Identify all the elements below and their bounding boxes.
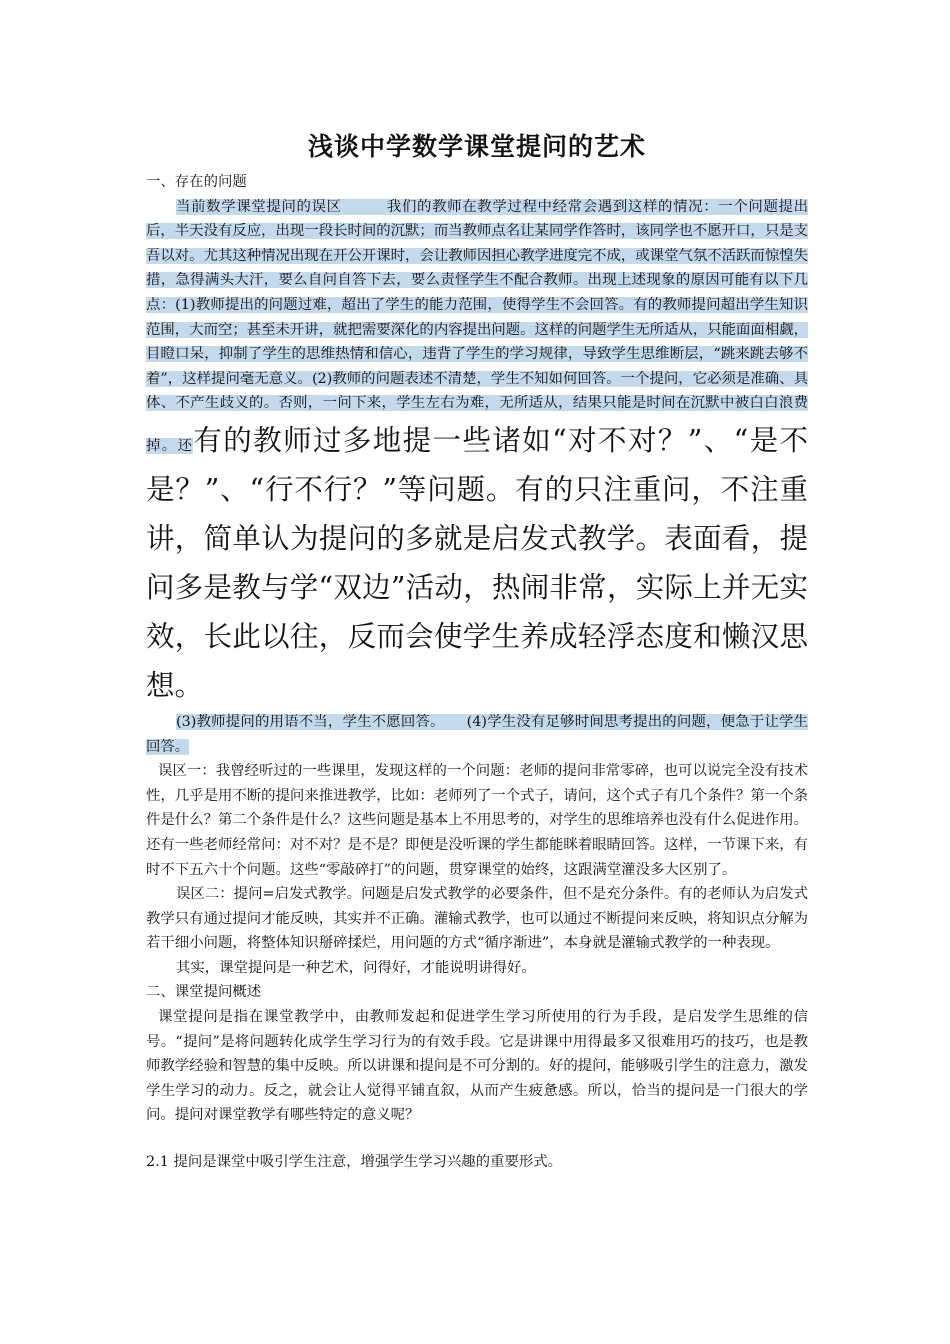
paragraph-overview: 课堂提问是指在课堂教学中，由教师发起和促进学生学习所使用的行为手段，是启发学生思维的信号。“提问”是将问题转化成学生学习行为的有效手段。它是讲课中用得最多又很难用巧的技巧，也是教师教学经验和智慧的集中反映。所以讲课和提问是不可分割的。好的提问，能够吸引学生的注意力，激发学生学习的动力。反之，就会让人觉得平铺直叙，从而产生疲惫感。所以，恰当的提问是一门很大的学问。提问对课堂教学有哪些特定的意义呢？ [146,1009,808,1124]
paragraph-problems [146,195,808,710]
highlighted-text: (3)教师提问的用语不当，学生不愿回答。 (4)学生没有足够时间思考提出的问题，便急于让学生回答。 [146,713,808,755]
document-title: 浅谈中学数学课堂提问的艺术 [307,132,646,161]
paragraph-causes [146,710,808,759]
section-heading-1: 一、存在的问题 [146,174,247,190]
spacer [146,1128,808,1150]
document-body [146,130,808,1175]
subsection-2-1: 2.1 提问是课堂中吸引学生注意，增强学生学习兴趣的重要形式。 [146,1154,563,1171]
highlighted-text: 当前数学课堂提问的误区 我们的教师在教学过程中经常会遇到这样的情况：一个问题提出后，半天没有反应，出现一段长时间的沉默；而当教师点名让某同学作答时，该同学也不愿开口，只是支吾以对。尤其这种情况出现在开公开课时，会让教师因担心教学进度完不成，或课堂气氛不活跃而惊惶失措，急得满头大汗，要么自问自答下去，要么责怪学生不配合教师。出现上述现象的原因可能有以下几点：(1)教师提出的问题过难，超出了学生的能力范围，使得学生不会回答。有的教师提问超出学生知识范围，大而空；甚至未开讲，就把需要深化的内容提出问题。这样的问题学生无所适从，只能面面相觑，目瞪口呆，抑制了学生的思维热情和信心，违背了学生的学习规律，导致学生思维断层，“跳来跳去够不着”，这样提问毫无意义。(2)教师的问题表述不清楚，学生不知如何回答。一个提问，它必须是准确、具体、不产生歧义的。否则，一问下来，学生左右为难，无所适从，结果只能是时间在沉默中被白白浪费掉。还 [146,198,808,454]
paragraph-summary: 其实，课堂提问是一种艺术，问得好，才能说明讲得好。 [176,959,536,976]
paragraph-misconception-2: 误区二：提问=启发式教学。问题是启发式教学的必要条件，但不是充分条件。有的老师认为启发式教学只有通过提问才能反映，其实并不正确。灌输式教学，也可以通过不断提问来反映，将知识点分解为若干细小问题，将整体知识掰碎揉烂，用问题的方式“循序渐进”，本身就是灌输式教学的一种表现。 [146,886,808,952]
paragraph-misconception-1: 误区一：我曾经听过的一些课里，发现这样的一个问题：老师的提问非常零碎，也可以说完全没有技术性，几乎是用不断的提问来推进教学，比如：老师列了一个式子，请问，这个式子有几个条件？第一个条件是什么？第二个条件是什么？这些问题是基本上不用思考的，对学生的思维培养也没有什么促进作用。还有一些老师经常问：对不对？是不是？即便是没听课的学生都能眯着眼睛回答。这样，一节课下来，有时不下五六十个问题。这些“零敲碎打”的问题，贯穿课堂的始终，这跟满堂灌没多大区别了。 [146,763,808,878]
section-heading-2: 二、课堂提问概述 [146,984,262,1001]
large-text-run: 有的教师过多地提一些诸如“对不对？”、“是不是？”、“行不行？”等问题。有的只注重问，不注重讲，简单认为提问的多就是启发式教学。表面看，提问多是教与学“双边”活动，热闹非常，实际上并无实效，长此以往，反而会使学生养成轻浮态度和懒汉思想。 [146,423,808,702]
